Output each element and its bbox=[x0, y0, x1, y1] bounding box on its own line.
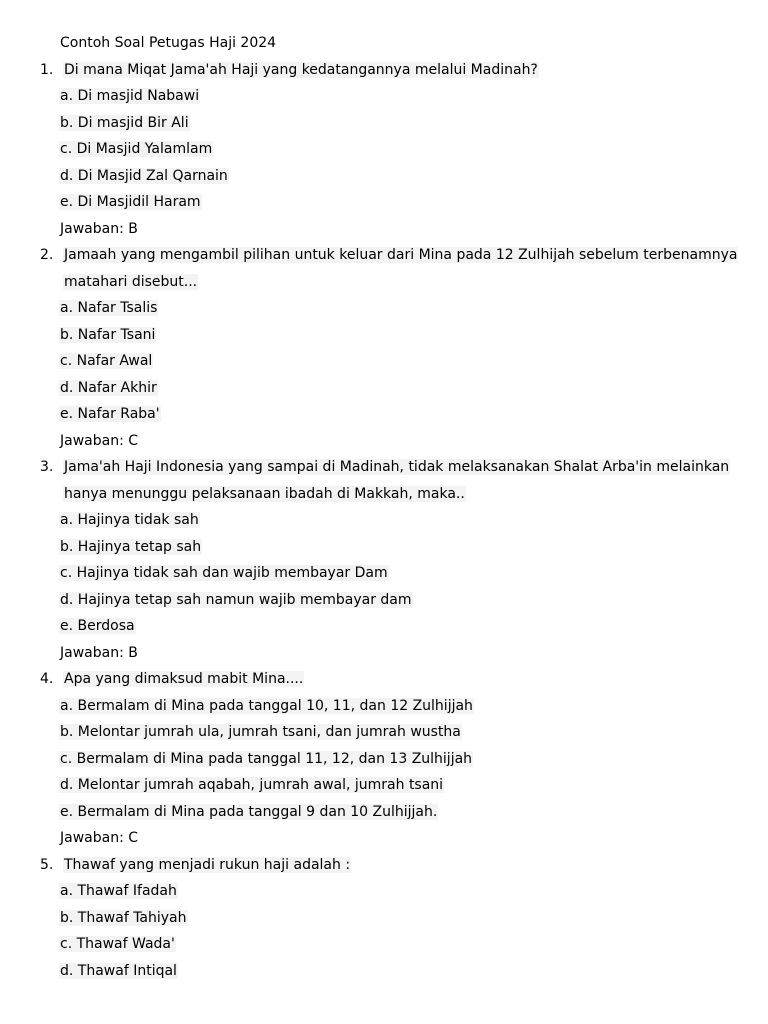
option-text: a. Hajinya tidak sah bbox=[60, 512, 199, 528]
option-text: e. Nafar Raba' bbox=[60, 406, 160, 422]
answer-line bbox=[0, 641, 768, 668]
option-item bbox=[0, 959, 768, 986]
option-text: e. Berdosa bbox=[60, 618, 135, 634]
option-text: a. Nafar Tsalis bbox=[60, 300, 158, 316]
option-text: c. Nafar Awal bbox=[60, 353, 153, 369]
answer-line bbox=[0, 429, 768, 456]
question-3 bbox=[0, 455, 768, 482]
option-item bbox=[0, 349, 768, 376]
question-number: 3. bbox=[40, 459, 54, 475]
question-number: 5. bbox=[40, 856, 54, 873]
option-text: d. Nafar Akhir bbox=[60, 379, 157, 396]
answer-text: Jawaban: B bbox=[60, 644, 138, 661]
answer-text: Jawaban: C bbox=[60, 432, 139, 449]
answer-text: Jawaban: C bbox=[60, 830, 139, 846]
option-text: d. Hajinya tetap sah namun wajib membayar dam bbox=[60, 591, 412, 608]
title-text: Contoh Soal Petugas Haji 2024 bbox=[60, 35, 277, 51]
option-item bbox=[0, 932, 768, 959]
question-text: Jama'ah Haji Indonesia yang sampai di Madinah, tidak melaksanakan Shalat Arba'in melainkan bbox=[64, 459, 730, 475]
option-text: c. Hajinya tidak sah dan wajib membayar Dam bbox=[60, 565, 388, 581]
question-text: Di mana Miqat Jama'ah Haji yang kedatangannya melalui Madinah? bbox=[64, 61, 538, 78]
option-item bbox=[0, 137, 768, 164]
answer-text: Jawaban: B bbox=[60, 220, 138, 237]
question-continuation bbox=[0, 270, 768, 297]
option-text: b. Di masjid Bir Ali bbox=[60, 114, 189, 131]
option-item bbox=[0, 588, 768, 615]
option-item bbox=[0, 164, 768, 191]
option-text: e. Bermalam di Mina pada tanggal 9 dan 10 Zulhijjah. bbox=[60, 803, 438, 820]
option-item bbox=[0, 879, 768, 906]
option-text: a. Thawaf Ifadah bbox=[60, 883, 177, 899]
question-1 bbox=[0, 58, 768, 85]
option-item bbox=[0, 508, 768, 535]
option-item bbox=[0, 376, 768, 403]
option-item bbox=[0, 111, 768, 138]
question-number: 1. bbox=[40, 61, 54, 78]
option-item bbox=[0, 720, 768, 747]
document bbox=[0, 31, 768, 985]
option-text: c. Di Masjid Yalamlam bbox=[60, 141, 213, 157]
question-5 bbox=[0, 853, 768, 880]
option-text: b. Hajinya tetap sah bbox=[60, 538, 202, 555]
question-text: Thawaf yang menjadi rukun haji adalah : bbox=[64, 856, 351, 873]
option-item bbox=[0, 773, 768, 800]
option-text: d. Di Masjid Zal Qarnain bbox=[60, 167, 228, 184]
option-text: b. Nafar Tsani bbox=[60, 326, 156, 343]
option-item bbox=[0, 694, 768, 721]
question-continuation bbox=[0, 482, 768, 509]
option-text: a. Di masjid Nabawi bbox=[60, 88, 200, 104]
option-text: b. Thawaf Tahiyah bbox=[60, 909, 187, 926]
option-text: b. Melontar jumrah ula, jumrah tsani, dan jumrah wustha bbox=[60, 724, 461, 740]
question-text: matahari disebut... bbox=[64, 273, 198, 290]
answer-line bbox=[0, 217, 768, 244]
question-number: 2. bbox=[40, 247, 54, 263]
option-item bbox=[0, 906, 768, 933]
option-text: c. Bermalam di Mina pada tanggal 11, 12, dan 13 Zulhijjah bbox=[60, 750, 473, 767]
option-item bbox=[0, 323, 768, 350]
option-text: d. Melontar jumrah aqabah, jumrah awal, jumrah tsani bbox=[60, 777, 444, 793]
option-item bbox=[0, 402, 768, 429]
option-text: d. Thawaf Intiqal bbox=[60, 962, 177, 979]
option-text: c. Thawaf Wada' bbox=[60, 936, 175, 952]
option-item bbox=[0, 800, 768, 827]
question-text: Jamaah yang mengambil pilihan untuk keluar dari Mina pada 12 Zulhijah sebelum terbenamnya bbox=[64, 247, 738, 263]
option-item bbox=[0, 535, 768, 562]
question-number: 4. bbox=[40, 671, 54, 687]
option-item bbox=[0, 614, 768, 641]
question-text: hanya menunggu pelaksanaan ibadah di Makkah, maka.. bbox=[64, 485, 465, 502]
option-item bbox=[0, 296, 768, 323]
page-title bbox=[0, 31, 768, 58]
option-text: a. Bermalam di Mina pada tanggal 10, 11, dan 12 Zulhijjah bbox=[60, 697, 473, 714]
question-4 bbox=[0, 667, 768, 694]
option-text: e. Di Masjidil Haram bbox=[60, 194, 201, 210]
question-2 bbox=[0, 243, 768, 270]
question-text: Apa yang dimaksud mabit Mina.... bbox=[64, 671, 304, 687]
option-item bbox=[0, 561, 768, 588]
option-item bbox=[0, 84, 768, 111]
option-item bbox=[0, 190, 768, 217]
answer-line bbox=[0, 826, 768, 853]
option-item bbox=[0, 747, 768, 774]
